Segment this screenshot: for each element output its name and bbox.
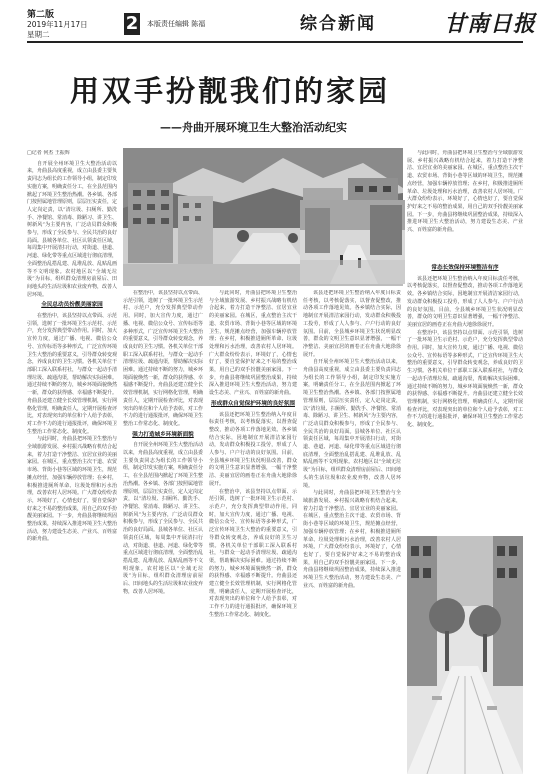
byline: □记者 何杰 王振辉 bbox=[27, 150, 70, 156]
article-column-5-top bbox=[407, 150, 523, 260]
newspaper-name: 甘南日报 bbox=[444, 11, 537, 37]
col3-text: 与此同时，舟曲县把环境卫生整治与全域旅游发展、乡村振兴战略有机结合起来，着力打造干净整洁、宜居宜业的美丽家园。在城区，重点整治主次干道、农贸市场、背街小巷等区域的环境卫生，规范摊点经营，加强车辆停放管理；在乡村，积极推进厕所革命、垃圾处理和污水治理，改善农村人居环境。广大群众纷纷表示，环境好了，心情也好了，要自觉保护好来之不易的整治成果，用自己的双手扮靓美丽家园。下一步，舟曲县将继续巩固整治成果，持续深入推进环境卫生大整治活动，努力建设生态美、产业兴、百姓富的新舟曲。 bbox=[209, 290, 297, 397]
col5-text-b: 该县还把环境卫生整治纳入年度目标责任考核，以考核促落实，以督查促整改，推动各项工作落地见效。各乡镇结合实际，因地制宜开展清洁家园行动，发动群众积极投工投劳，形成了人人参与、户户行动的良好氛围。目前，全县城乡环境卫生状况明显改善，群众的文明卫生意识显著增强，一幅干净整洁、美丽宜居的画卷正在舟曲大地徐徐展开。 bbox=[407, 275, 523, 328]
header-rule bbox=[27, 41, 523, 43]
col1-text-b: 在整治中，该县坚持以点带面、示范引领，选树了一批环境卫生示范村、示范户，充分发挥典型带动作用。同时，加大宣传力度，通过广播、电视、微信公众号、宣传标语等多种形式，广泛宣传环境卫生大整治的重要意义，引导群众转变观念，养成良好的卫生习惯。各机关单位干部职工深入联系村社，与群众一起动手清理垃圾、疏通沟渠，帮助解决实际困难。通过持续不断的努力，城乡环境面貌焕然一新，群众的获得感、幸福感不断提升。舟曲县还建立健全长效管理机制，实行网格化管理，明确责任人，定期开展检查评比，对表现突出的单位和个人给予表彰，对工作不力的进行通报批评，确保环境卫生整治工作常态化、制度化。 bbox=[27, 313, 117, 435]
article-column-4 bbox=[303, 290, 401, 770]
headline: 用双手扮靓我们的家园 bbox=[69, 74, 390, 108]
pedestrian-street-photo bbox=[407, 536, 523, 774]
article-column-5 bbox=[407, 262, 523, 532]
col5-text-c: 在整治中，该县坚持以点带面、示范引领，选树了一批环境卫生示范村、示范户，充分发挥典型带动作用。同时，加大宣传力度，通过广播、电视、微信公众号、宣传标语等多种形式，广泛宣传环境卫生大整治的重要意义，引导群众转变观念，养成良好的卫生习惯。各机关单位干部职工深入联系村社，与群众一起动手清理垃圾、疏通沟渠，帮助解决实际困难。通过持续不断的努力，城乡环境面貌焕然一新，群众的获得感、幸福感不断提升。舟曲县还建立健全长效管理机制，实行网格化管理，明确责任人，定期开展检查评比，对表现突出的单位和个人给予表彰，对工作不力的进行通报批评，确保环境卫生整治工作常态化、制度化。 bbox=[407, 329, 523, 429]
subhead-2: 强力打造城乡环境新面貌 bbox=[132, 431, 194, 438]
col1-text-c: 与此同时，舟曲县把环境卫生整治与全域旅游发展、乡村振兴战略有机结合起来，着力打造干净整洁、宜居宜业的美丽家园。在城区，重点整治主次干道、农贸市场、背街小巷等区域的环境卫生，规范摊点经营，加强车辆停放管理；在乡村，积极推进厕所革命、垃圾处理和污水治理，改善农村人居环境。广大群众纷纷表示，环境好了，心情也好了，要自觉保护好来之不易的整治成果，用自己的双手扮靓美丽家园。下一步，舟曲县将继续巩固整治成果，持续深入推进环境卫生大整治活动，努力建设生态美、产业兴、百姓富的新舟曲。 bbox=[27, 436, 117, 543]
issue-date: 2019年11月17日 bbox=[27, 20, 88, 29]
subhead-4: 常态长效保持环境整洁有序 bbox=[431, 265, 499, 271]
col3-text-b: 该县还把环境卫生整治纳入年度目标责任考核，以考核促落实，以督查促整改，推动各项工作落地见效。各乡镇结合实际，因地制宜开展清洁家园行动，发动群众积极投工投劳，形成了人人参与、户户行动的良好氛围。目前，全县城乡环境卫生状况明显改善，群众的文明卫生意识显著增强，一幅干净整洁、美丽宜居的画卷正在舟曲大地徐徐展开。 bbox=[209, 411, 297, 487]
col2-text: 在整治中，该县坚持以点带面、示范引领，选树了一批环境卫生示范村、示范户，充分发挥典型带动作用。同时，加大宣传力度，通过广播、电视、微信公众号、宣传标语等多种形式，广泛宣传环境卫生大整治的重要意义，引导群众转变观念，养成良好的卫生习惯。各机关单位干部职工深入联系村社，与群众一起动手清理垃圾、疏通沟渠，帮助解决实际困难。通过持续不断的努力，城乡环境面貌焕然一新，群众的获得感、幸福感不断提升。舟曲县还建立健全长效管理机制，实行网格化管理，明确责任人，定期开展检查评比，对表现突出的单位和个人给予表彰，对工作不力的进行通报批评，确保环境卫生整治工作常态化、制度化。 bbox=[123, 290, 203, 427]
editor-credit: 本版责任编辑 陈福 bbox=[147, 20, 206, 28]
section-title: 综合新闻 bbox=[300, 14, 376, 34]
col3-text-c: 在整治中，该县坚持以点带面、示范引领，选树了一批环境卫生示范村、示范户，充分发挥典型带动作用。同时，加大宣传力度，通过广播、电视、微信公众号、宣传标语等多种形式，广泛宣传环境卫生大整治的重要意义，引导群众转变观念，养成良好的卫生习惯。各机关单位干部职工深入联系村社，与群众一起动手清理垃圾、疏通沟渠，帮助解决实际困难。通过持续不断的努力，城乡环境面貌焕然一新，群众的获得感、幸福感不断提升。舟曲县还建立健全长效管理机制，实行网格化管理，明确责任人，定期开展检查评比，对表现突出的单位和个人给予表彰，对工作不力的进行通报批评，确保环境卫生整治工作常态化、制度化。 bbox=[209, 488, 297, 618]
article-column-2 bbox=[123, 290, 203, 770]
col4-text-b: 自开展全州环境卫生大整治活动以来，舟曲县高度重视，成立由县委主要负责同志为组长的工作领导小组，制定印发实施方案，明确责任分工，在全县范围内掀起了环境卫生整治热潮。各乡镇、各部门按照属地管理原则，层层压实责任，定人定岗定责，以“清垃圾、扫厕所、勤洗手、净餐馆、常消毒、除陋习、讲卫生、树新风”为主要内容，广泛动员群众积极参与，形成了全民参与、全民共治的良好局面。县城各单位、社区认领责任区域，每周集中开展清扫行动，对街道、巷道、河道、绿化带等重点区域进行彻底清理，全面整治乱搭乱建、乱堆乱放、乱贴乱画等不文明现象。农村地区以“全域无垃圾”为目标，组织群众清理房前屋后、田间地头的生活垃圾和农业废弃物，改善人居环境。 bbox=[303, 359, 401, 489]
issue-weekday: 星期二 bbox=[27, 30, 50, 39]
subheadline: ——舟曲开展环境卫生大整治活动纪实 bbox=[160, 121, 347, 134]
col4-text: 该县还把环境卫生整治纳入年度目标责任考核，以考核促落实，以督查促整改，推动各项工作落地见效。各乡镇结合实际，因地制宜开展清洁家园行动，发动群众积极投工投劳，形成了人人参与、户户行动的良好氛围。目前，全县城乡环境卫生状况明显改善，群众的文明卫生意识显著增强，一幅干净整洁、美丽宜居的画卷正在舟曲大地徐徐展开。 bbox=[303, 290, 401, 358]
edition-info bbox=[27, 10, 119, 40]
article-column-1 bbox=[27, 150, 117, 770]
masthead bbox=[0, 0, 550, 46]
article-column-3 bbox=[209, 290, 297, 770]
page-number: 2 bbox=[125, 13, 139, 34]
col5-text: 与此同时，舟曲县把环境卫生整治与全域旅游发展、乡村振兴战略有机结合起来，着力打造干净整洁、宜居宜业的美丽家园。在城区，重点整治主次干道、农贸市场、背街小巷等区域的环境卫生，规范摊点经营，加强车辆停放管理；在乡村，积极推进厕所革命、垃圾处理和污水治理，改善农村人居环境。广大群众纷纷表示，环境好了，心情也好了，要自觉保护好来之不易的整治成果，用自己的双手扮靓美丽家园。下一步，舟曲县将继续巩固整治成果，持续深入推进环境卫生大整治活动，努力建设生态美、产业兴、百姓富的新舟曲。 bbox=[407, 150, 523, 234]
subhead-1: 全民总动员扮靓美丽家园 bbox=[41, 302, 103, 309]
col2-text-b: 自开展全州环境卫生大整治活动以来，舟曲县高度重视，成立由县委主要负责同志为组长的工作领导小组，制定印发实施方案，明确责任分工，在全县范围内掀起了环境卫生整治热潮。各乡镇、各部门按照属地管理原则，层层压实责任，定人定岗定责，以“清垃圾、扫厕所、勤洗手、净餐馆、常消毒、除陋习、讲卫生、树新风”为主要内容，广泛动员群众积极参与，形成了全民参与、全民共治的良好局面。县城各单位、社区认领责任区域，每周集中开展清扫行动，对街道、巷道、河道、绿化带等重点区域进行彻底清理，全面整治乱搭乱建、乱堆乱放、乱贴乱画等不文明现象。农村地区以“全域无垃圾”为目标，组织群众清理房前屋后、田间地头的生活垃圾和农业废弃物，改善人居环境。 bbox=[123, 442, 203, 595]
col4-text-c: 与此同时，舟曲县把环境卫生整治与全域旅游发展、乡村振兴战略有机结合起来，着力打造干净整洁、宜居宜业的美丽家园。在城区，重点整治主次干道、农贸市场、背街小巷等区域的环境卫生，规范摊点经营，加强车辆停放管理；在乡村，积极推进厕所革命、垃圾处理和污水治理，改善农村人居环境。广大群众纷纷表示，环境好了，心情也好了，要自觉保护好来之不易的整治成果，用自己的双手扮靓美丽家园。下一步，舟曲县将继续巩固整治成果，持续深入推进环境卫生大整治活动，努力建设生态美、产业兴、百姓富的新舟曲。 bbox=[303, 490, 401, 589]
clean-street-photo bbox=[300, 200, 405, 284]
edition-label: 第二版 bbox=[27, 10, 55, 20]
subhead-3: 形成群众自觉保护环境的良好氛围 bbox=[211, 400, 295, 407]
col1-text: 自开展全州环境卫生大整治活动以来，舟曲县高度重视，成立由县委主要负责同志为组长的工作领导小组，制定印发实施方案，明确责任分工，在全县范围内掀起了环境卫生整治热潮。各乡镇、各部门按照属地管理原则，层层压实责任，定人定岗定责，以“清垃圾、扫厕所、勤洗手、净餐馆、常消毒、除陋习、讲卫生、树新风”为主要内容，广泛动员群众积极参与，形成了全民参与、全民共治的良好局面。县城各单位、社区认领责任区域，每周集中开展清扫行动，对街道、巷道、河道、绿化带等重点区域进行彻底清理，全面整治乱搭乱建、乱堆乱放、乱贴乱画等不文明现象。农村地区以“全域无垃圾”为目标，组织群众清理房前屋后、田间地头的生活垃圾和农业废弃物，改善人居环境。 bbox=[27, 160, 117, 298]
